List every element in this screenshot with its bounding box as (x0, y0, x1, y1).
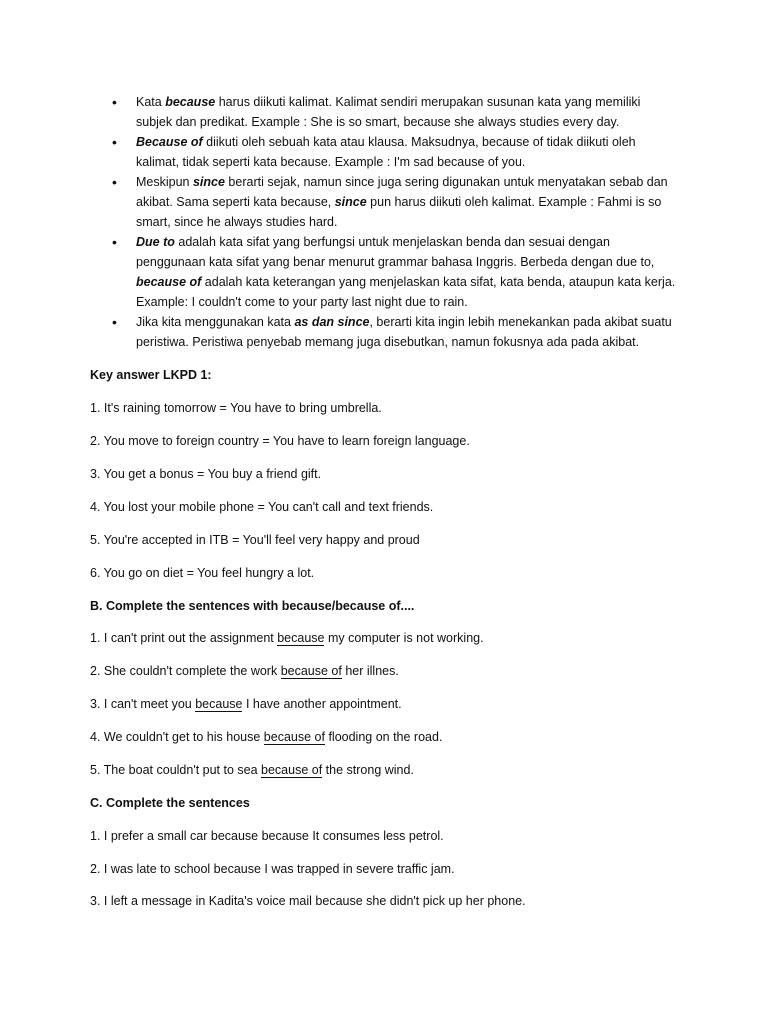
section-b-item (90, 629, 730, 647)
bullet-text-segment: pun harus diikuti oleh kalimat. Example : Fahmi is so smart, since he always studies hard. (136, 195, 662, 229)
bullet-text-segment: adalah kata keterangan yang menjelaskan kata sifat, kata benda, ataupun kata kerja. Example: I couldn't come to your party last night due to rain. (136, 275, 676, 309)
bullet-dot-icon: • (112, 134, 117, 150)
bullet-keyword: because (165, 95, 216, 109)
bullet-item (0, 172, 676, 232)
sentence-start: 3. I can't meet you (90, 697, 196, 711)
bullet-keyword: since (192, 175, 225, 189)
bullet-keyword: Due to (136, 235, 175, 249)
sentence-start: 4. We couldn't get to his house (90, 730, 264, 744)
underlined-answer: because (277, 631, 325, 645)
bullet-dot-icon: • (112, 314, 117, 330)
underlined-answer: because of (261, 763, 323, 777)
section-c-item: 2. I was late to school because I was trapped in severe traffic jam. (90, 862, 455, 876)
bullet-text-segment: berarti sejak, namun since juga sering digunakan untuk menyatakan sebab dan akibat. Sama seperti kata because, (136, 175, 668, 209)
underlined-answer: because of (263, 730, 325, 744)
key-answer-item: 4. You lost your mobile phone = You can't call and text friends. (90, 500, 434, 514)
bullet-dot-icon: • (112, 94, 117, 110)
key-answer-heading: Key answer LKPD 1: (90, 368, 212, 382)
section-c-item: 3. I left a message in Kadita's voice mail because she didn't pick up her phone. (90, 894, 526, 908)
bullet-text-segment: adalah kata sifat yang berfungsi untuk menjelaskan benda dan sesuai dengan penggunaan kata sifat yang benar menurut grammar bahasa Inggris. Berbeda dengan due to, (136, 235, 655, 269)
key-answer-item: 6. You go on diet = You feel hungry a lot. (90, 566, 315, 580)
sentence-end: I have another appointment. (242, 697, 402, 711)
section-b-item (90, 761, 730, 779)
section-b-item (90, 695, 730, 713)
bullet-keyword: because of (136, 275, 202, 289)
bullet-keyword: as dan since (294, 315, 370, 329)
bullet-text-segment: Meskipun (136, 175, 193, 189)
explanation-bullet-list (0, 92, 768, 352)
underlined-answer: because (195, 697, 243, 711)
key-answer-item: 3. You get a bonus = You buy a friend gift. (90, 467, 322, 481)
section-c-heading: C. Complete the sentences (90, 796, 250, 810)
sentence-start: 2. She couldn't complete the work (90, 664, 281, 678)
bullet-text-segment: harus diikuti kalimat. Kalimat sendiri merupakan susunan kata yang memiliki subjek dan predikat. Example : She is so smart, because she always studies every day. (136, 95, 641, 129)
bullet-text-segment: Jika kita menggunakan kata (136, 315, 295, 329)
bullet-keyword: Because of (136, 135, 203, 149)
key-answer-item: 5. You're accepted in ITB = You'll feel very happy and proud (90, 533, 420, 547)
sentence-end: the strong wind. (322, 763, 414, 777)
sentence-end: her illnes. (341, 664, 399, 678)
bullet-item (0, 92, 676, 132)
bullet-item (0, 312, 676, 352)
bullet-text-segment: , berarti kita ingin lebih menekankan pada akibat suatu peristiwa. Peristiwa penyebab memang juga disebutkan, namun fokusnya ada pada akibat. (136, 315, 672, 349)
bullet-item (0, 132, 676, 172)
sentence-end: my computer is not working. (324, 631, 484, 645)
section-c-item: 1. I prefer a small car because because It consumes less petrol. (90, 829, 444, 843)
section-b-item (90, 728, 730, 746)
section-b-heading: B. Complete the sentences with because/because of.... (90, 599, 415, 613)
section-b-item (90, 662, 730, 680)
bullet-keyword: since (334, 195, 367, 209)
key-answer-item: 2. You move to foreign country = You have to learn foreign language. (90, 434, 470, 448)
underlined-answer: because of (280, 664, 342, 678)
sentence-start: 1. I can't print out the assignment (90, 631, 278, 645)
bullet-item (0, 232, 676, 312)
key-answer-item: 1. It's raining tomorrow = You have to bring umbrella. (90, 401, 382, 415)
sentence-end: flooding on the road. (324, 730, 443, 744)
bullet-text-segment: Kata (136, 95, 166, 109)
bullet-dot-icon: • (112, 174, 117, 190)
bullet-text-segment: diikuti oleh sebuah kata atau klausa. Maksudnya, because of tidak diikuti oleh kalimat, tidak seperti kata because. Example : I'm sad because of you. (136, 135, 636, 169)
bullet-dot-icon: • (112, 234, 117, 250)
sentence-start: 5. The boat couldn't put to sea (90, 763, 262, 777)
